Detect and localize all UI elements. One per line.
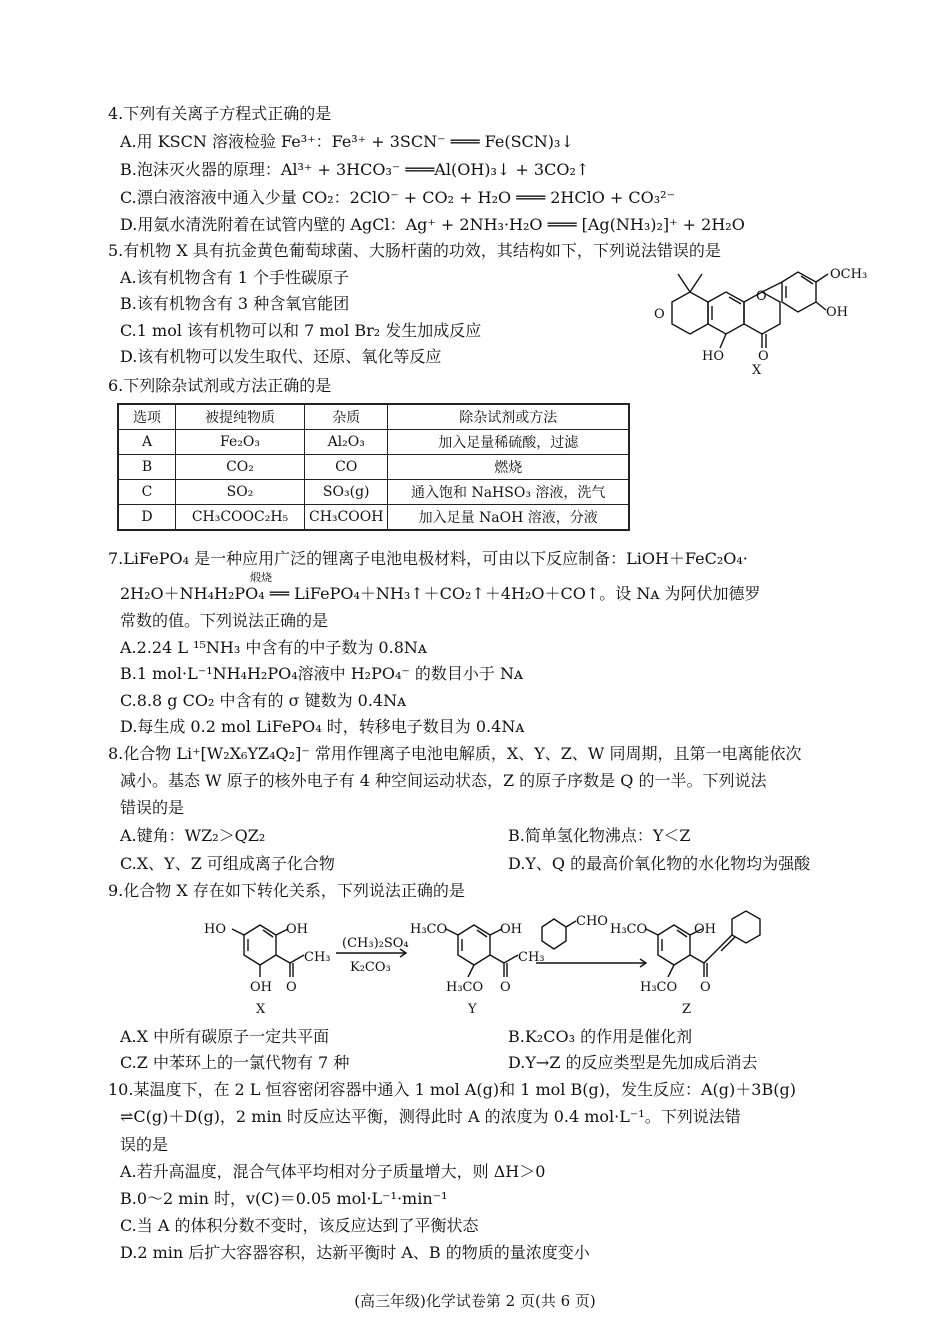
q6-stem: 6.下列除杂试剂或方法正确的是 [108,376,332,395]
mol-label-ho: HO [702,349,724,364]
mol-label-oh: OH [826,305,848,320]
q8-option-c: C.X、Y、Z 可组成离子化合物 [120,854,335,873]
table-cell: CO [305,455,388,480]
q7-option-d: D.每生成 0.2 mol LiFePO₄ 时，转移电子数目为 0.4Nᴀ [120,717,525,736]
q5-option-d: D.该有机物可以发生取代、还原、氧化等反应 [120,347,442,366]
reaction-scheme [196,905,776,1025]
y-label-name: Y [468,1002,477,1017]
q8-line-2: 减小。基态 W 原子的核外电子有 4 种空间运动状态，Z 的原子序数是 Q 的一半。下列说法 [120,771,767,790]
q8-option-a: A.键角：WZ₂＞QZ₂ [120,826,266,845]
q10-option-c: C.当 A 的体积分数不变时，该反应达到了平衡状态 [120,1216,479,1235]
q9-option-c: C.Z 中苯环上的一氯代物有 7 种 [120,1053,350,1072]
page-footer: (高三年级)化学试卷第 2 页(共 6 页) [354,1292,596,1310]
table-row [118,430,629,455]
q10-line-3: 误的是 [120,1135,169,1154]
table-cell: Fe₂O₃ [176,430,305,455]
table-cell: A [118,430,176,455]
y-label-h3co: H₃CO [410,922,448,937]
mol-label-ring-o1: O [654,307,665,322]
table-cell: 通入饱和 NaHSO₃ 溶液，洗气 [388,480,629,505]
purification-table [117,403,630,531]
q5-option-b: B.该有机物含有 3 种含氧官能团 [120,294,350,313]
q10-option-a: A.若升高温度，混合气体平均相对分子质量增大，则 ΔH＞0 [120,1162,546,1181]
table-header: 选项 [118,404,176,430]
q7-option-c: C.8.8 g CO₂ 中含有的 σ 键数为 0.4Nᴀ [120,691,407,710]
table-header-row [118,404,629,430]
table-cell: Al₂O₃ [305,430,388,455]
q5-option-a: A.该有机物含有 1 个手性碳原子 [120,268,349,287]
q10-line-1: 10.某温度下，在 2 L 恒容密闭容器中通入 1 mol A(g)和 1 mol B(g)，发生反应：A(g)＋3B(g) [108,1080,796,1099]
table-header: 杂质 [305,404,388,430]
q4-stem: 4.下列有关离子方程式正确的是 [108,104,332,123]
table-cell: D [118,505,176,531]
q7-option-b: B.1 mol·L⁻¹NH₄H₂PO₄溶液中 H₂PO₄⁻ 的数目小于 Nᴀ [120,664,524,683]
q9-option-d: D.Y→Z 的反应类型是先加成后消去 [508,1053,758,1072]
z-label-h3co-bottom: H₃CO [640,980,678,995]
q9-stem: 9.化合物 X 存在如下转化关系，下列说法正确的是 [108,881,465,900]
q8-option-d: D.Y、Q 的最高价氧化物的水化物均为强酸 [508,854,811,873]
mol-label-och3: OCH₃ [830,267,868,282]
q5-option-c: C.1 mol 该有机物可以和 7 mol Br₂ 发生加成反应 [120,321,482,340]
q9-option-b: B.K₂CO₃ 的作用是催化剂 [508,1027,693,1046]
table-cell: C [118,480,176,505]
x-label-ho: HO [204,922,226,937]
table-row [118,455,629,480]
table-cell: SO₂ [176,480,305,505]
x-label-oh: OH [286,922,308,937]
y-label-h3co-bottom: H₃CO [446,980,484,995]
z-label-carbonyl: O [700,980,711,995]
x-label-carbonyl: O [286,980,297,995]
q10-option-b: B.0～2 min 时，v(C)＝0.05 mol·L⁻¹·min⁻¹ [120,1189,448,1208]
q9-option-a: A.X 中所有碳原子一定共平面 [120,1027,330,1046]
table-cell: CH₃COOC₂H₅ [176,505,305,531]
z-label-name: Z [682,1002,692,1017]
table-cell: 燃烧 [388,455,629,480]
mol-label-carbonyl: O [758,349,769,364]
z-label-h3co: H₃CO [610,922,648,937]
molecule-x-structure [650,262,868,378]
z-label-oh: OH [694,922,716,937]
x-label-ch3: CH₃ [304,950,331,965]
q7-condition: 煅烧 [250,571,272,584]
q4-option-b: B.泡沫灭火器的原理：Al³⁺ + 3HCO₃⁻ ═══Al(OH)₃↓ + 3CO₂↑ [120,160,590,179]
y-label-ch3: CH₃ [518,950,545,965]
table-cell: B [118,455,176,480]
y-label-oh: OH [500,922,522,937]
table-row [118,505,629,531]
mol-label-ring-o2: O [756,289,767,304]
reagent-dimethyl-sulfate: (CH₃)₂SO₄ [342,936,409,951]
table-cell: CO₂ [176,455,305,480]
x-label-name: X [256,1002,266,1017]
table-row [118,480,629,505]
reagent-k2co3: K₂CO₃ [350,960,391,975]
q8-option-b: B.简单氢化物沸点：Y＜Z [508,826,691,845]
q7-option-a: A.2.24 L ¹⁵NH₃ 中含有的中子数为 0.8Nᴀ [120,638,427,657]
q4-option-a: A.用 KSCN 溶液检验 Fe³⁺：Fe³⁺ + 3SCN⁻ ═══ Fe(SCN)₃↓ [120,132,574,151]
reagent-benzaldehyde-cho: CHO [576,914,608,929]
q7-line-1: 7.LiFePO₄ 是一种应用广泛的锂离子电池电极材料，可由以下反应制备：LiOH＋FeC₂O₄· [108,549,748,568]
q7-line-2: 2H₂O＋NH₄H₂PO₄ ══ LiFePO₄＋NH₃↑＋CO₂↑＋4H₂O＋CO↑。设 Nᴀ 为阿伏加德罗 [120,584,761,603]
q4-option-d: D.用氨水清洗附着在试管内壁的 AgCl：Ag⁺ + 2NH₃·H₂O ═══ [Ag(NH₃)₂]⁺ + 2H₂O [120,215,745,234]
q8-line-1: 8.化合物 Li⁺[W₂X₆YZ₄Q₂]⁻ 常用作锂离子电池电解质，X、Y、Z、W 同周期，且第一电离能依次 [108,744,802,763]
table-cell: 加入足量 NaOH 溶液，分液 [388,505,629,531]
q10-option-d: D.2 min 后扩大容器容积，达新平衡时 A、B 的物质的量浓度变小 [120,1243,590,1262]
x-label-oh-bottom: OH [250,980,272,995]
mol-label-x: X [752,363,762,378]
y-label-carbonyl: O [500,980,511,995]
table-cell: SO₃(g) [305,480,388,505]
table-header: 被提纯物质 [176,404,305,430]
q7-line-3: 常数的值。下列说法正确的是 [120,611,329,630]
q10-line-2: ⇌C(g)＋D(g)，2 min 时反应达平衡，测得此时 A 的浓度为 0.4 mol·L⁻¹。下列说法错 [120,1107,741,1126]
table-header: 除杂试剂或方法 [388,404,629,430]
table-cell: 加入足量稀硫酸，过滤 [388,430,629,455]
q4-option-c: C.漂白液溶液中通入少量 CO₂：2ClO⁻ + CO₂ + H₂O ═══ 2HClO + CO₃²⁻ [120,188,676,207]
q8-line-3: 错误的是 [120,798,185,817]
q5-stem: 5.有机物 X 具有抗金黄色葡萄球菌、大肠杆菌的功效，其结构如下，下列说法错误的是 [108,241,721,260]
table-cell: CH₃COOH [305,505,388,531]
